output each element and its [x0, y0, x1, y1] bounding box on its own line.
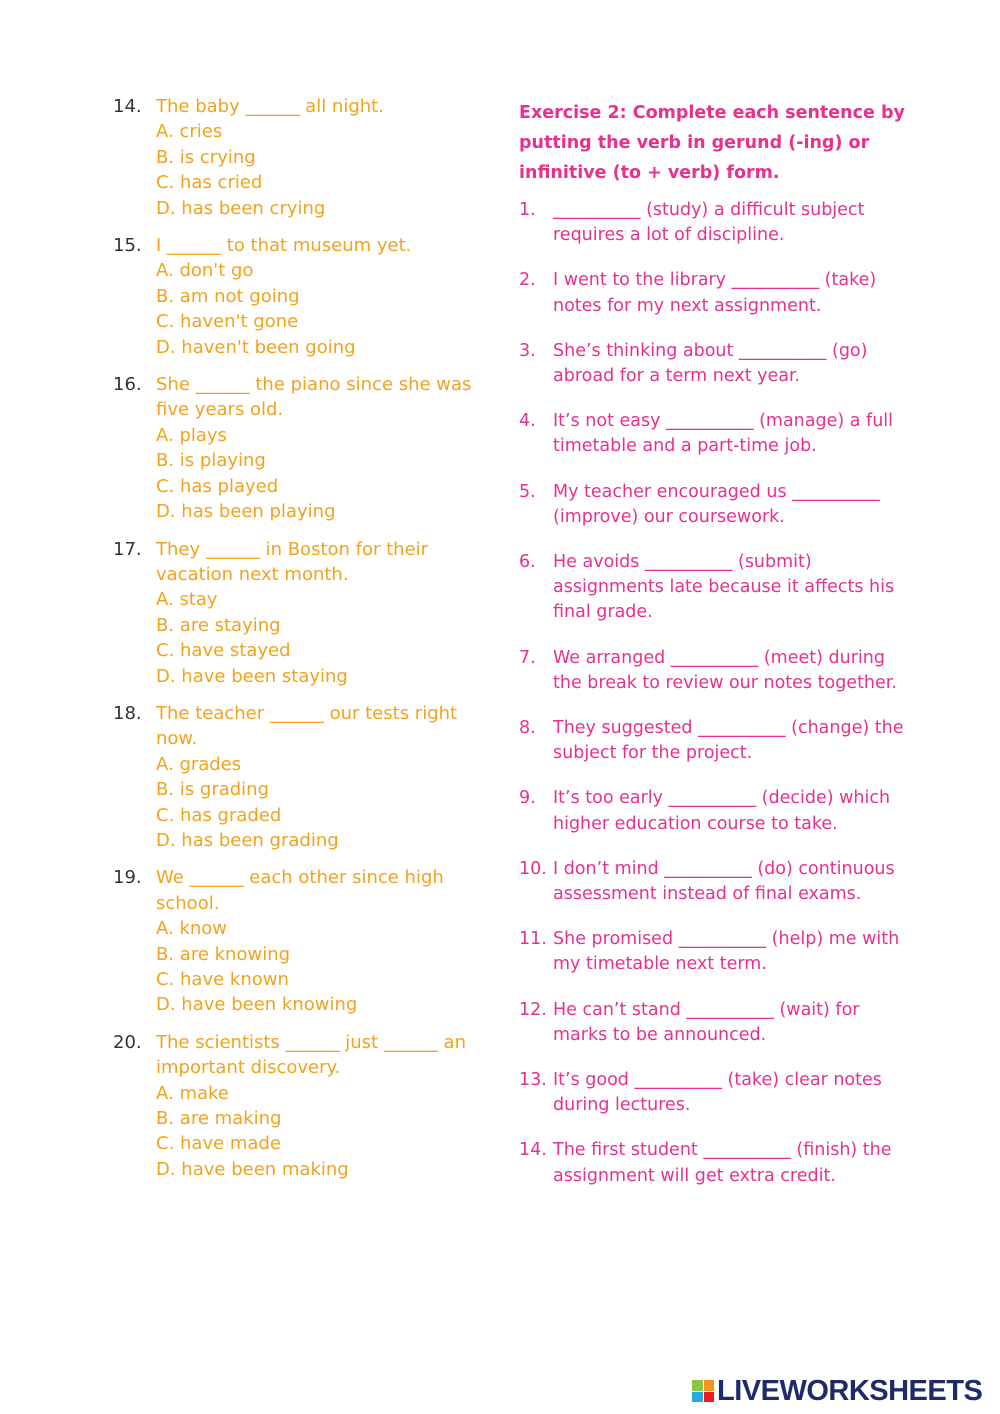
- question-stem: She ______ the piano since she was five years old.: [156, 374, 472, 421]
- answer-option[interactable]: C. has graded: [156, 804, 282, 826]
- item-sentence[interactable]: __________ (study) a difficult subject requires a lot of discipline.: [553, 200, 865, 246]
- question-number: 15.: [113, 235, 142, 257]
- item-number: 3.: [519, 340, 536, 361]
- exercise-2-column: [519, 98, 914, 1209]
- answer-option[interactable]: B. is grading: [156, 779, 270, 801]
- answer-option[interactable]: D. have been making: [156, 1158, 349, 1180]
- question-stem: The teacher ______ our tests right now.: [156, 702, 458, 750]
- exercise-item-4: [519, 409, 914, 459]
- question-14: [113, 94, 483, 221]
- answer-option[interactable]: B. is crying: [156, 146, 256, 168]
- exercise-item-10: [519, 857, 914, 907]
- answer-option[interactable]: D. haven't been going: [156, 336, 356, 358]
- exercise-item-12: [519, 998, 914, 1048]
- answer-option[interactable]: D. have been staying: [156, 665, 348, 687]
- item-number: 1.: [519, 200, 536, 220]
- question-stem: They ______ in Boston for their vacation next month.: [156, 538, 429, 585]
- item-number: 7.: [519, 647, 536, 668]
- exercise-item-1: [519, 198, 914, 248]
- item-number: 14.: [519, 1140, 547, 1161]
- logo-icon: [692, 1380, 714, 1402]
- answer-option[interactable]: D. have been knowing: [156, 994, 358, 1016]
- exercise-item-2: [519, 268, 914, 318]
- exercise-item-13: [519, 1068, 914, 1118]
- question-15: [113, 233, 483, 360]
- question-number: 17.: [113, 538, 142, 560]
- exercise-item-5: [519, 480, 914, 530]
- item-sentence[interactable]: I went to the library __________ (take) notes for my next assignment.: [553, 270, 877, 316]
- question-stem: The baby ______ all night.: [156, 96, 384, 117]
- answer-option[interactable]: B. is playing: [156, 450, 266, 472]
- question-17: [113, 537, 483, 689]
- item-number: 10.: [519, 858, 547, 879]
- item-sentence[interactable]: She’s thinking about __________ (go) abroad for a term next year.: [553, 340, 868, 387]
- exercise-item-7: [519, 646, 914, 696]
- answer-option[interactable]: A. cries: [156, 121, 223, 143]
- item-sentence[interactable]: We arranged __________ (meet) during the break to review our notes together.: [553, 647, 897, 693]
- answer-option[interactable]: C. has played: [156, 475, 279, 497]
- answer-option[interactable]: B. are knowing: [156, 943, 291, 965]
- answer-option[interactable]: A. plays: [156, 424, 227, 446]
- item-sentence[interactable]: It’s too early __________ (decide) which higher education course to take.: [553, 788, 891, 834]
- question-number: 14.: [113, 96, 142, 117]
- exercise-2-title: Exercise 2: Complete each sentence by putting the verb in gerund (-ing) or infinitive (to + verb) form.: [519, 103, 905, 183]
- answer-option[interactable]: B. are staying: [156, 614, 281, 636]
- item-number: 9.: [519, 788, 536, 809]
- answer-option[interactable]: B. are making: [156, 1108, 282, 1130]
- exercise-item-6: [519, 550, 914, 626]
- item-number: 4.: [519, 411, 536, 432]
- exercise-item-11: [519, 927, 914, 977]
- item-number: 13.: [519, 1070, 547, 1091]
- answer-option[interactable]: D. has been crying: [156, 197, 326, 219]
- item-sentence[interactable]: The first student __________ (finish) the assignment will get extra credit.: [553, 1140, 892, 1186]
- answer-option[interactable]: C. have made: [156, 1133, 281, 1155]
- item-sentence[interactable]: It’s good __________ (take) clear notes during lectures.: [553, 1070, 882, 1116]
- question-number: 19.: [113, 867, 142, 889]
- item-number: 2.: [519, 270, 536, 291]
- question-19: [113, 865, 483, 1017]
- item-number: 12.: [519, 999, 547, 1020]
- answer-option[interactable]: C. has cried: [156, 172, 263, 194]
- answer-option[interactable]: A. grades: [156, 753, 242, 775]
- answer-option[interactable]: A. don't go: [156, 260, 254, 282]
- answer-option[interactable]: C. haven't gone: [156, 311, 299, 333]
- question-stem: We ______ each other since high school.: [156, 867, 444, 914]
- answer-option[interactable]: C. have stayed: [156, 640, 291, 662]
- item-sentence[interactable]: They suggested __________ (change) the subject for the project.: [553, 718, 904, 764]
- item-sentence[interactable]: My teacher encouraged us __________ (improve) our coursework.: [553, 481, 880, 527]
- liveworksheets-logo[interactable]: [692, 1374, 982, 1408]
- question-stem: I ______ to that museum yet.: [156, 235, 412, 257]
- answer-option[interactable]: A. stay: [156, 589, 218, 611]
- question-number: 20.: [113, 1031, 142, 1053]
- item-number: 11.: [519, 929, 547, 950]
- exercise-item-3: [519, 339, 914, 389]
- answer-option[interactable]: A. know: [156, 918, 228, 940]
- question-stem: The scientists ______ just ______ an important discovery.: [156, 1031, 466, 1079]
- multiple-choice-column: [113, 94, 483, 1194]
- item-sentence[interactable]: He avoids __________ (submit) assignments late because it affects his final grade.: [553, 552, 895, 623]
- answer-option[interactable]: A. make: [156, 1082, 229, 1104]
- item-number: 5.: [519, 481, 536, 502]
- exercise-item-8: [519, 716, 914, 766]
- item-number: 8.: [519, 718, 536, 739]
- exercise-item-9: [519, 786, 914, 836]
- item-sentence[interactable]: He can’t stand __________ (wait) for marks to be announced.: [553, 999, 860, 1045]
- item-sentence[interactable]: She promised __________ (help) me with my timetable next term.: [553, 929, 900, 975]
- question-18: [113, 701, 483, 853]
- item-number: 6.: [519, 552, 536, 573]
- item-sentence[interactable]: I don’t mind __________ (do) continuous assessment instead of final exams.: [553, 858, 895, 905]
- question-number: 18.: [113, 702, 142, 724]
- answer-option[interactable]: D. has been grading: [156, 829, 339, 851]
- question-number: 16.: [113, 374, 142, 396]
- question-20: [113, 1030, 483, 1182]
- question-16: [113, 372, 483, 524]
- answer-option[interactable]: C. have known: [156, 969, 289, 990]
- logo-text: LIVEWORKSHEETS: [717, 1375, 983, 1407]
- item-sentence[interactable]: It’s not easy __________ (manage) a full timetable and a part-time job.: [553, 411, 894, 457]
- exercise-item-14: [519, 1138, 914, 1188]
- answer-option[interactable]: D. has been playing: [156, 501, 336, 523]
- answer-option[interactable]: B. am not going: [156, 285, 300, 307]
